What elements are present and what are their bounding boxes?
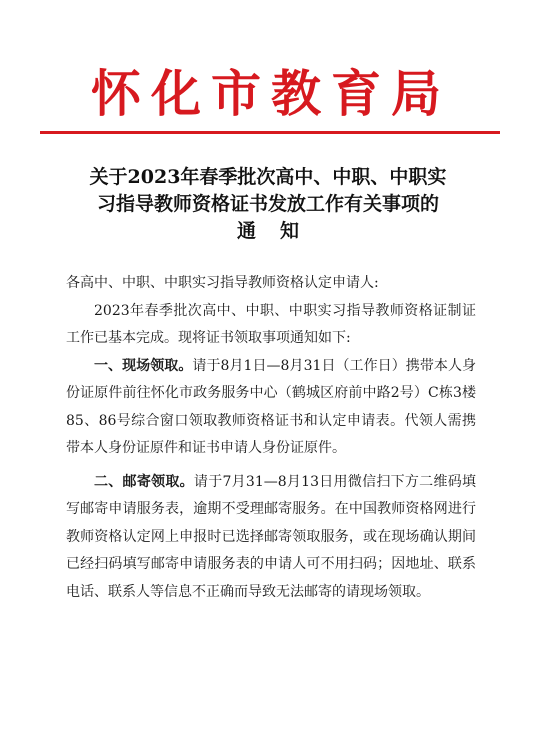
section-mail-pickup [66,469,476,607]
intro-paragraph: 2023年春季批次高中、中职、中职实习指导教师资格证制证工作已基本完成。现将证书领取事项通知如下: [66,302,476,346]
notice-title-line-1: 关于2023年春季批次高中、中职、中职实 [89,166,447,188]
addressee: 各高中、中职、中职实习指导教师资格认定申请人: [66,275,379,291]
section-mail-text: 请于7月31—8月13日用微信扫下方二维码填写邮寄申请服务表，逾期不受理邮寄服务。在中国教师资格网进行教师资格认定网上申报时已选择邮寄领取服务，或在现场确认期间已经扫码填写邮寄申请服务表的申请人可不用扫码；因地址、联系电话、联系人等信息不正确而导致无法邮寄的请现场领取。 [66,473,477,600]
section-onsite-pickup [66,353,476,463]
letterhead-title: 怀化市教育局 [91,64,451,123]
notice-title-line-2: 习指导教师资格证书发放工作有关事项的 [96,193,439,215]
notice-title [62,164,474,245]
section-onsite-heading: 一、现场领取。 [94,357,193,374]
letterhead-red-rule [40,131,500,134]
section-mail-heading: 二、邮寄领取。 [94,473,194,490]
section-onsite-text: 请于8月1日—8月31日（工作日）携带本人身份证原件前往怀化市政务服务中心（鹤城区府前中路2号）C栋3楼85、86号综合窗口领取教师资格证书和认定申请表。代领人需携带本人身份证原件和证书申请人身份证原件。 [66,357,477,456]
notice-title-line-3: 通知 [236,220,323,242]
notice-body [66,270,476,606]
